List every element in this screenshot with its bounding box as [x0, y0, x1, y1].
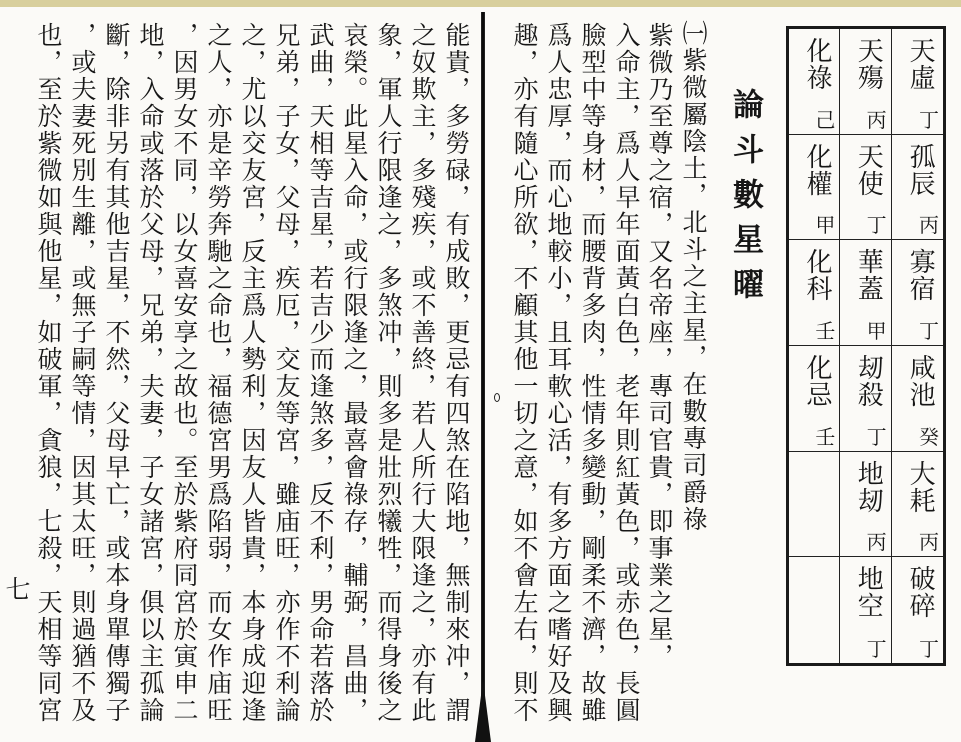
text-column: 入命主，爲人早年面黃白色，老年則紅黃色，或赤色，長圓 — [612, 22, 641, 724]
table-cell: 地空 丁 — [840, 557, 891, 663]
star-table — [786, 26, 946, 666]
text-column: 紫微乃至尊之宿，又名帝座，專司官貴，即事業之星， — [645, 22, 674, 670]
text-column: 能貴，多勞碌，有成敗，更忌有四煞在陷地，無制來冲，謂 — [442, 22, 471, 724]
table-cell: 咸池 癸 — [892, 346, 943, 452]
table-cell: 化權 甲 — [789, 135, 840, 241]
table-cell: 天殤 丙 — [840, 29, 891, 135]
text-column: 象，軍人行限逢之，多煞冲，則多是壯烈犧牲，而得身後之 — [374, 22, 403, 724]
table-cell: 孤辰 丙 — [892, 135, 943, 241]
table-cell: 寡宿 丁 — [892, 240, 943, 346]
page-top-edge — [0, 0, 961, 7]
text-column: 之，尤以交友宮，反主爲人勢利，因友人皆貴，本身成迎逢 — [238, 22, 267, 724]
page-number: 七 — [2, 576, 31, 601]
book-spine-shadow — [475, 680, 491, 742]
table-cell: 天虛 丁 — [892, 29, 943, 135]
text-column: 之奴欺主，多殘疾，或不善終，若人所行大限逢之，亦有此 — [408, 22, 437, 724]
text-column: 斷，除非另有其他吉星，不然，父母早亡，或本身單傳獨子 — [102, 22, 131, 724]
book-spine — [481, 12, 485, 742]
text-column: ，因男女不同，以女喜安享之故也。至於紫府同宮於寅申二 — [170, 22, 199, 724]
text-column: ，或夫妻死別生離，或無子嗣等情，因其太旺，則過猶不及 — [68, 22, 97, 724]
chapter-title: 論斗數星曜 — [727, 88, 763, 313]
table-cell — [789, 557, 840, 663]
ink-speck — [494, 393, 500, 402]
text-column: 趣，亦有隨心所欲，不顧其他一切之意，如不會左右，則不 — [510, 22, 539, 724]
text-column: 兄弟，子女，父母，疾厄，交友等宮，雖庙旺，亦作不利論 — [272, 22, 301, 724]
text-column: 之人，亦是辛勞奔馳之命也，福德宮男爲陷弱，而女作庙旺 — [204, 22, 233, 724]
table-cell: 破碎 丁 — [905, 565, 939, 661]
text-column: 地，入命或落於父母，兄弟，夫妻，子女諸宮，俱以主孤論 — [136, 22, 165, 724]
table-cell: 華蓋 甲 — [840, 240, 891, 346]
table-cell: 天使 丁 — [840, 135, 891, 241]
table-cell: 化祿 己 — [789, 29, 840, 135]
table-cell: 刼殺 丁 — [840, 346, 891, 452]
text-column: 也，至於紫微如與他星，如破軍，貪狼，七殺，天相等同宮 — [34, 22, 63, 724]
text-column: ㈠紫微屬陰土，北斗之主星，在數專司爵祿 — [679, 20, 708, 533]
table-cell — [789, 452, 840, 558]
text-column: 哀榮。此星入命，或行限逢之，最喜會祿存，輔弼，昌曲， — [340, 22, 369, 724]
text-column: 臉型中等身材，而腰背多肉，性情多變動，剛柔不濟，故雖 — [578, 22, 607, 724]
table-cell: 地刼 丙 — [840, 452, 891, 558]
text-column: 爲人忠厚，而心地較小，且耳軟心活，有多方面之嗜好及興 — [544, 22, 573, 724]
text-column: 武曲，天相等吉星，若吉少而逢煞多，反不利，男命若落於 — [306, 22, 335, 724]
table-cell: 化忌 壬 — [789, 346, 840, 452]
table-cell: 大耗 丙 — [892, 452, 943, 558]
table-cell: 化科 壬 — [789, 240, 840, 346]
